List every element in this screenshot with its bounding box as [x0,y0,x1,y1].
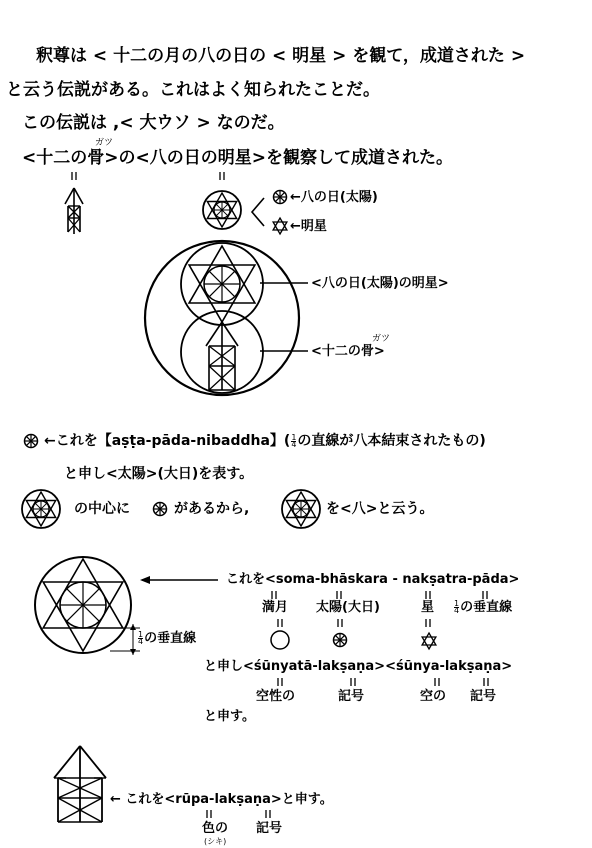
equals-mark [266,810,270,818]
equals-mark [207,810,211,818]
ruby-gatsu: ガツ [372,334,391,344]
para2-line-1: ←これを【aṣṭa-pāda-nibaddha】( $\frac{1}{4}$ の直線が八本結束されたもの) [44,432,486,449]
para2-line-3b: があるから, [174,501,250,517]
sub-suichoku: $\frac{1}{4}$ の垂直線 [454,599,513,615]
sub-iro: 色の [202,821,229,836]
para2-line-3a: の中心に [74,501,130,517]
sun-wheel-icon [274,191,287,204]
hexagram-icon [273,218,287,234]
hexagram-icon [422,633,436,649]
bone-small-icon [65,188,83,234]
star-mandala-icon [282,490,320,528]
fig3-main-label: ← これを<rūpa-lakṣaṇa>と申す。 [110,792,333,807]
para2-line-2: と申し<太陽>(大日)を表す。 [64,466,254,482]
equals-mark [351,678,355,686]
intro-line-3: この伝説は ,< 大ウソ > なのだ。 [22,113,285,133]
bone-figure-large [54,746,106,822]
sub-kuu: 空の [420,689,447,704]
sun-wheel-icon [154,503,167,516]
equals-mark [338,619,342,627]
equals-mark [426,591,430,599]
quarter-fraction: $\frac{1}{4}$ [454,599,460,615]
label-bone: <十二の骨> [311,344,385,359]
arrow-head [140,576,150,584]
intro-line-4: <十二の骨>の<八の日の明星>を観察して成道された。 [22,148,453,168]
para2-line-3c: を<八>と云う。 [326,501,434,517]
sun-wheel-icon [334,634,347,647]
equals-mark [484,678,488,686]
sun-wheel-icon [25,435,38,448]
fig2-main-label: これを<soma-bhāskara - nakṣatra-pāda> [226,572,520,587]
equals-mark [435,678,439,686]
star-mandala-icon [22,490,60,528]
quarter-fraction: $\frac{1}{4}$ [138,630,144,646]
ruby-gatsu: ガツ [95,138,114,148]
soma-mandala-figure [35,557,140,655]
label-yokka: ←八の日(太陽) [290,190,378,205]
quarter-fraction: $\frac{1}{4}$ [291,432,297,449]
fig2-moushi-line: と申し<śūnyatā-lakṣaṇa><śūnya-lakṣaṇa> [204,659,513,674]
sub-hoshi: 星 [421,600,435,615]
intro-line-2: と云う伝説がある。これはよく知られたことだ。 [6,80,380,100]
sub-kuushou: 空性の [256,689,296,704]
equals-mark [278,619,282,627]
star-mandala-icon [203,191,241,229]
combined-star-figure [145,241,308,395]
equals-mark [483,591,487,599]
equals-mark [426,619,430,627]
bracket-mark [252,198,264,226]
sub-kigou-3: 記号 [256,821,283,836]
fig2-end-line: と申す。 [204,709,255,724]
full-moon-icon [271,631,289,649]
label-combined: <八の日(太陽)の明星> [311,276,449,291]
ruby-shiki: (シキ) [204,837,227,846]
equals-mark [278,678,282,686]
intro-line-1: 釈尊は < 十二の月の八の日の < 明星 > を観て，成道された > [36,46,526,66]
label-myojo: ←明星 [290,219,327,234]
equals-mark [337,591,341,599]
equals-mark [220,172,224,180]
sub-kigou-2: 記号 [470,689,497,704]
sub-mangetsu: 満月 [262,600,289,615]
side-suichoku: $\frac{1}{4}$ の垂直線 [138,630,197,646]
equals-mark [72,172,76,180]
sub-kigou-1: 記号 [338,689,365,704]
equals-mark [272,591,276,599]
sub-taiyo: 太陽(大日) [316,600,380,615]
